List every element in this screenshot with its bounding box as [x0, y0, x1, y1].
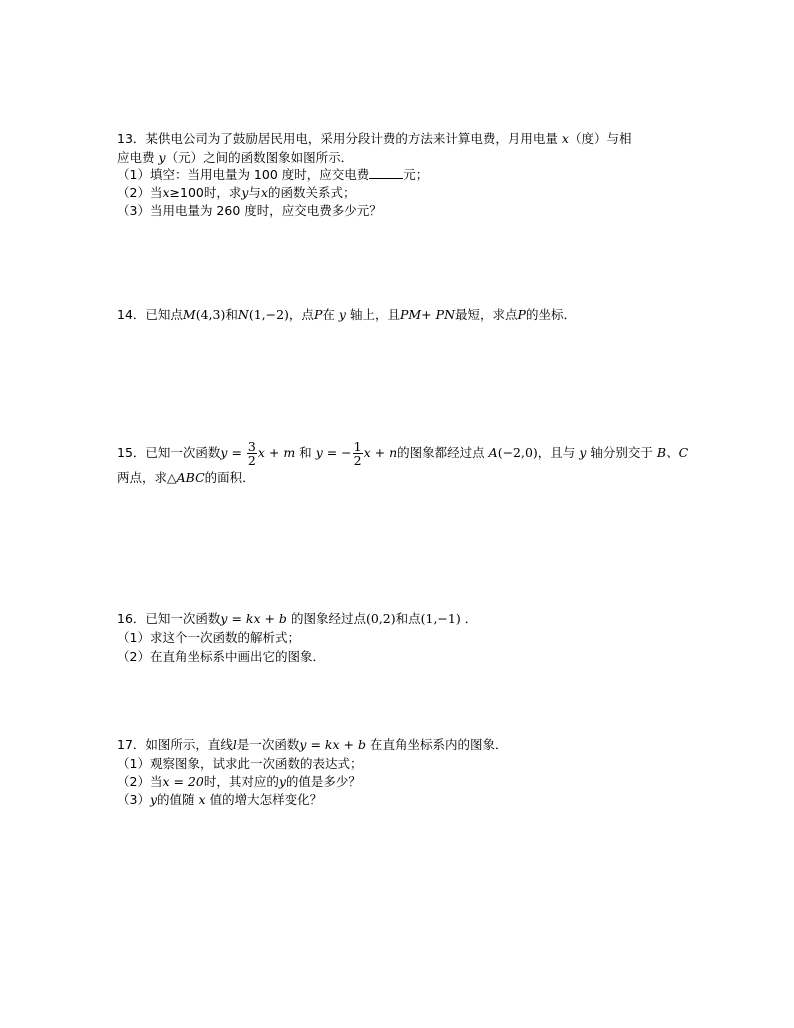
q17-part-1 [117, 755, 362, 773]
q14-stem [117, 306, 576, 324]
q15-func2-lhs: y [315, 445, 323, 460]
q13-part-2-x2: x [260, 185, 268, 200]
q17-stem [117, 736, 507, 754]
q15-func1-rest: x + m [257, 445, 296, 460]
q14-axis-y: y [338, 307, 346, 322]
q15-points-bc: B、C [656, 445, 689, 460]
q13-var-x: x [561, 131, 569, 146]
q13-part-2 [117, 184, 356, 202]
q15-text-1: 15．已知一次函数 [117, 445, 221, 460]
q14-point-m: M [182, 307, 196, 322]
q13-stem-text: 13．某供电公司为了鼓励居民用电，采用分段计费的方法来计算电费，月用电量 [117, 131, 558, 146]
q14-point-n-coord: (1,−2) [248, 307, 289, 322]
q16-part-2 [117, 648, 325, 666]
q15-func1-numerator: 3 [247, 439, 256, 454]
q13-part-2-text: （2）当 [117, 185, 163, 200]
q17-part-3-text: （3） [117, 792, 150, 807]
q15-stem-line-2 [117, 469, 255, 487]
q17-part-3-text-2: 的值随 [157, 792, 195, 807]
q16-part-1-text: （1）求这个一次函数的解析式； [117, 630, 300, 645]
q14-text-6: 最短，求点 [455, 307, 518, 322]
q17-text-3: 在直角坐标系内的图象． [369, 737, 508, 752]
q13-part-1 [117, 166, 428, 184]
q13-part-1-text: （1）填空：当用电量为 100 度时，应交电费 [117, 167, 370, 182]
q13-part-2-y: y [241, 185, 249, 200]
q13-part-2-with: 与 [248, 185, 261, 200]
q17-part-3-x: x [198, 792, 206, 807]
q13-answer-blank[interactable] [369, 166, 403, 179]
q15-text-6: 两点，求△ [117, 470, 177, 485]
q15-text-4: ，且与 [537, 445, 576, 460]
q16-function: y = kx + b [220, 611, 287, 626]
q15-triangle-abc: ABC [176, 470, 205, 485]
q14-segment-pn: PN [435, 307, 456, 322]
q15-axis-y: y [579, 445, 587, 460]
q16-part-1 [117, 629, 300, 647]
q17-part-3 [117, 791, 322, 809]
q14-text-1: 14．已知点 [117, 307, 183, 322]
q15-func2-rest: x + n [363, 445, 398, 460]
q17-function: y = kx + b [299, 737, 366, 752]
q14-text-2: 和 [225, 307, 238, 322]
q13-stem-text-2: （度）与相 [568, 131, 632, 146]
q14-point-n: N [237, 307, 249, 322]
q15-text-2: 和 [299, 445, 312, 460]
q15-func2-eq: = − [322, 445, 352, 460]
q16-point-1: (0,2) [365, 611, 396, 626]
q15-func2-numerator: 1 [353, 439, 362, 454]
q15-point-a-coord: (−2,0) [497, 445, 538, 460]
q14-point-m-coord: (4,3) [195, 307, 226, 322]
q14-point-p: P [313, 307, 323, 322]
q15-stem-line-1 [117, 436, 688, 470]
q13-stem-line-2 [117, 149, 353, 167]
q14-text-3: ，点 [288, 307, 314, 322]
q16-text-1: 16．已知一次函数 [117, 611, 221, 626]
q14-text-4: 在 [322, 307, 335, 322]
q15-func1-lhs: y [220, 445, 228, 460]
q13-part-3 [117, 202, 382, 220]
q17-part-2-text: （2）当 [117, 774, 163, 789]
q13-part-2-cond: ≥100时，求 [169, 185, 242, 200]
q17-part-2 [117, 773, 361, 791]
q15-text-7: 的面积． [204, 470, 255, 485]
q16-text-2: 的图象经过点 [290, 611, 366, 626]
q15-text-3: 的图象都经过点 [397, 445, 485, 460]
q13-stem-line-1 [117, 130, 632, 148]
q16-part-2-text: （2）在直角坐标系中画出它的图象． [117, 649, 325, 664]
q17-part-2-x: x = 20 [162, 774, 204, 789]
q15-text-5: 轴分别交于 [590, 445, 653, 460]
q16-point-2: (1,−1) [420, 611, 461, 626]
q13-stem-text-4: （元）之间的函数图象如图所示． [165, 150, 354, 165]
q14-text-7: 的坐标． [525, 307, 576, 322]
q17-part-3-y: y [149, 792, 158, 807]
q13-part-1-unit: 元； [403, 167, 429, 182]
q17-text-1: 17．如图所示，直线 [117, 737, 233, 752]
q15-func2-denominator: 2 [353, 453, 362, 468]
q17-part-3-text-3: 值的增大怎样变化？ [209, 792, 323, 807]
q14-point-p-2: P [517, 307, 526, 322]
q15-point-a: A [488, 445, 498, 460]
q15-func2-fraction [353, 440, 363, 467]
q15-func1-fraction [247, 440, 257, 467]
q13-stem-text-3: 应电费 [117, 150, 155, 165]
q17-part-2-y: y [278, 774, 286, 789]
q13-part-3-text: （3）当用电量为 260 度时，应交电费多少元？ [117, 203, 382, 218]
q17-part-1-text: （1）观察图象，试求此一次函数的表达式； [117, 756, 363, 771]
q13-part-2-x: x [162, 185, 170, 200]
q14-plus-sign: + [421, 307, 432, 322]
q13-part-2-end: 的函数关系式； [268, 185, 356, 200]
q16-text-3: 和点 [395, 611, 421, 626]
q13-var-y: y [158, 150, 166, 165]
q17-part-2-text-2: 时，其对应的 [203, 774, 279, 789]
q14-text-5: 轴上，且 [349, 307, 400, 322]
q16-stem [117, 610, 477, 628]
q17-part-2-text-3: 的值是多少？ [285, 774, 361, 789]
q15-func1-eq: = [227, 445, 246, 460]
q17-text-2: 是一次函数 [236, 737, 300, 752]
q16-text-4: ． [464, 611, 478, 626]
q15-func1-denominator: 2 [247, 453, 256, 468]
q14-segment-pm: PM [399, 307, 422, 322]
q17-line-l: l [232, 737, 237, 752]
